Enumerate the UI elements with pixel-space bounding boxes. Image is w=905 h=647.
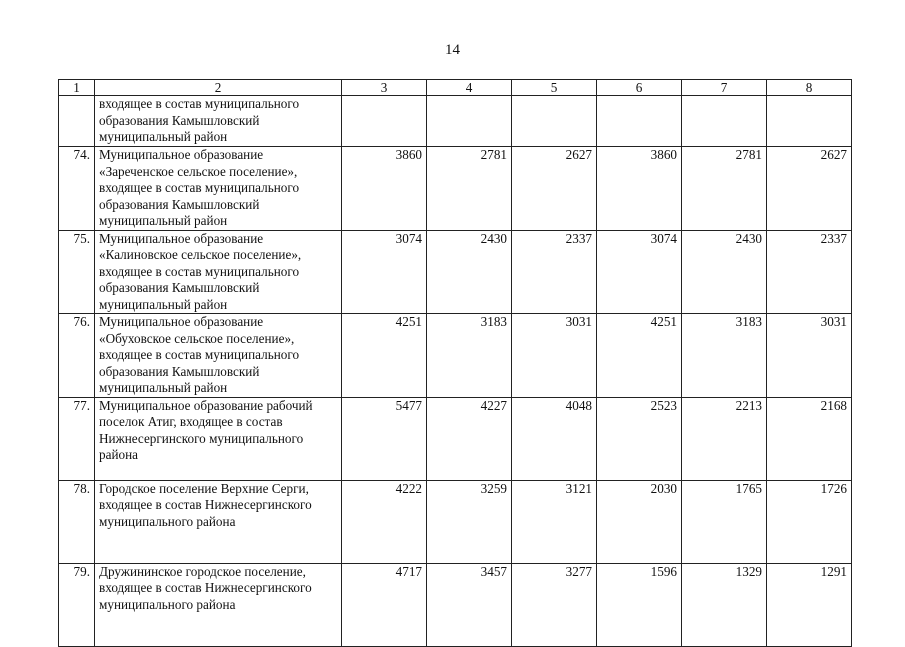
row-value: 4251 bbox=[342, 314, 427, 398]
row-value: 2213 bbox=[682, 397, 767, 480]
row-name: входящее в состав муниципального образования Камышловский муниципальный район bbox=[95, 96, 342, 147]
data-table bbox=[58, 79, 852, 647]
table-row bbox=[59, 397, 852, 480]
row-value: 2030 bbox=[597, 480, 682, 563]
row-value: 2430 bbox=[682, 230, 767, 314]
column-header: 6 bbox=[597, 80, 682, 96]
row-value: 2523 bbox=[597, 397, 682, 480]
row-value bbox=[682, 96, 767, 147]
row-value bbox=[512, 96, 597, 147]
row-value: 3860 bbox=[597, 147, 682, 231]
column-header: 7 bbox=[682, 80, 767, 96]
row-number: 74. bbox=[59, 147, 95, 231]
row-name: Муниципальное образование «Обуховское сельское поселение», входящее в состав муниципального образования Камышловский муниципальный район bbox=[95, 314, 342, 398]
row-name: Муниципальное образование «Зареченское сельское поселение», входящее в состав муниципального образования Камышловский муниципальный район bbox=[95, 147, 342, 231]
row-value: 3074 bbox=[342, 230, 427, 314]
row-value: 2337 bbox=[767, 230, 852, 314]
row-value bbox=[342, 96, 427, 147]
row-value: 4251 bbox=[597, 314, 682, 398]
column-header: 1 bbox=[59, 80, 95, 96]
table-row bbox=[59, 480, 852, 563]
row-value bbox=[597, 96, 682, 147]
column-header: 3 bbox=[342, 80, 427, 96]
row-value bbox=[767, 96, 852, 147]
row-value: 3031 bbox=[767, 314, 852, 398]
row-value: 3121 bbox=[512, 480, 597, 563]
row-value: 2781 bbox=[427, 147, 512, 231]
table-row bbox=[59, 314, 852, 398]
row-value: 4222 bbox=[342, 480, 427, 563]
row-value: 1596 bbox=[597, 563, 682, 646]
row-value: 1726 bbox=[767, 480, 852, 563]
row-value: 2168 bbox=[767, 397, 852, 480]
row-value: 3259 bbox=[427, 480, 512, 563]
table-row bbox=[59, 147, 852, 231]
row-value: 2627 bbox=[767, 147, 852, 231]
row-name: Муниципальное образование рабочий поселок Атиг, входящее в состав Нижнесергинского муниципального района bbox=[95, 397, 342, 480]
continuation-row bbox=[59, 96, 852, 147]
row-value: 1291 bbox=[767, 563, 852, 646]
column-header: 5 bbox=[512, 80, 597, 96]
row-number: 78. bbox=[59, 480, 95, 563]
row-value: 3183 bbox=[427, 314, 512, 398]
row-value: 4227 bbox=[427, 397, 512, 480]
column-header: 4 bbox=[427, 80, 512, 96]
row-number: 79. bbox=[59, 563, 95, 646]
row-number: 76. bbox=[59, 314, 95, 398]
page-number: 14 bbox=[445, 42, 460, 58]
row-value: 1329 bbox=[682, 563, 767, 646]
row-name: Дружининское городское поселение, входящее в состав Нижнесергинского муниципального района bbox=[95, 563, 342, 646]
row-value: 3074 bbox=[597, 230, 682, 314]
row-value: 3183 bbox=[682, 314, 767, 398]
row-value bbox=[427, 96, 512, 147]
row-value: 2627 bbox=[512, 147, 597, 231]
row-value: 3031 bbox=[512, 314, 597, 398]
row-value: 2781 bbox=[682, 147, 767, 231]
row-number: 75. bbox=[59, 230, 95, 314]
row-name: Городское поселение Верхние Серги, входящее в состав Нижнесергинского муниципального района bbox=[95, 480, 342, 563]
row-value: 5477 bbox=[342, 397, 427, 480]
row-value: 2337 bbox=[512, 230, 597, 314]
row-value: 4717 bbox=[342, 563, 427, 646]
column-header: 8 bbox=[767, 80, 852, 96]
row-value: 2430 bbox=[427, 230, 512, 314]
row-value: 3277 bbox=[512, 563, 597, 646]
row-name: Муниципальное образование «Калиновское сельское поселение», входящее в состав муниципального образования Камышловский муниципальный район bbox=[95, 230, 342, 314]
row-value: 4048 bbox=[512, 397, 597, 480]
row-number bbox=[59, 96, 95, 147]
column-header: 2 bbox=[95, 80, 342, 96]
table-body bbox=[59, 80, 852, 647]
row-number: 77. bbox=[59, 397, 95, 480]
row-value: 1765 bbox=[682, 480, 767, 563]
table-row bbox=[59, 230, 852, 314]
table-row bbox=[59, 563, 852, 646]
header-row bbox=[59, 80, 852, 96]
row-value: 3457 bbox=[427, 563, 512, 646]
row-value: 3860 bbox=[342, 147, 427, 231]
